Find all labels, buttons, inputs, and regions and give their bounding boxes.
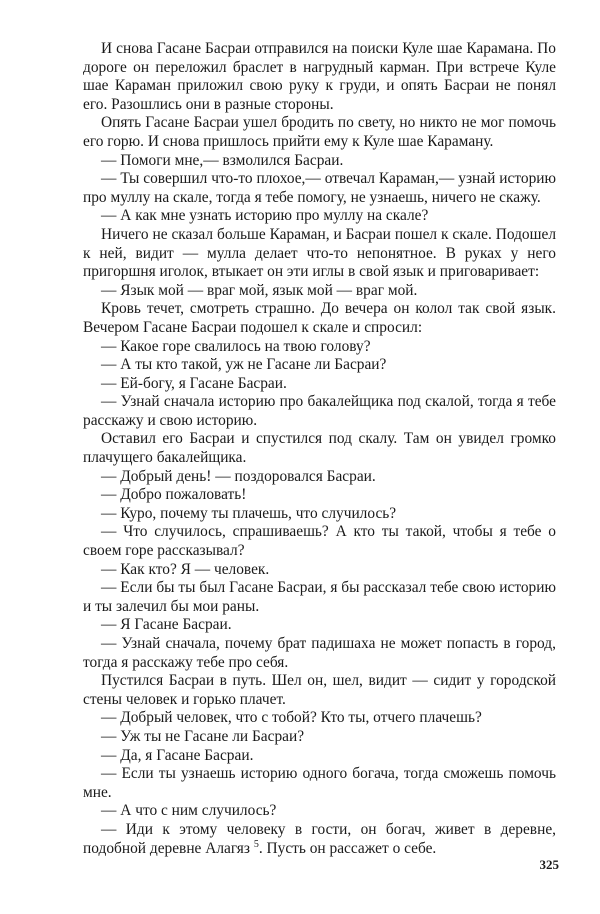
paragraph: Оставил его Басраи и спустился под скалу. Там он увидел громко плачущего бакалейщика.	[83, 430, 556, 467]
paragraph: И снова Гасане Басраи отправился на поиски Куле шае Карамана. По дороге он переложил браслет в нагрудный карман. При встрече Куле шае Караман приложил свою руку к груди, и опять Басраи не понял его. Разошлись они в разные стороны.	[83, 40, 556, 113]
dialogue-line: — Что случилось, спрашиваешь? А кто ты такой, чтобы я тебе о своем горе рассказывал?	[83, 523, 556, 560]
footnote-marker: 5	[253, 838, 259, 850]
dialogue-line-with-footnote	[83, 821, 556, 858]
dialogue-line: — Как кто? Я — человек.	[101, 560, 270, 578]
dialogue-line: — Я Гасане Басраи.	[101, 616, 232, 634]
page-number: 325	[539, 857, 559, 872]
dialogue-line: — А ты кто такой, уж не Гасане ли Басраи?	[101, 356, 387, 374]
dialogue-line: — Добро пожаловать!	[101, 486, 247, 504]
dialogue-line: — Добрый день! — поздоровался Басраи.	[101, 467, 376, 485]
line-tail: . Пусть он рассажет о себе.	[258, 839, 437, 857]
dialogue-line: — Если ты узнаешь историю одного богача, тогда сможешь помочь мне.	[83, 765, 556, 801]
paragraph: Ничего не сказал больше Караман, и Басраи пошел к скале. Подошел к ней, видит — мулла делает что-то непонятное. В руках у него пригоршня иголок, втыкает он эти иглы в свой язык и приговаривает:	[83, 225, 556, 281]
dialogue-line: — Если бы ты был Гасане Басраи, я бы рассказал тебе свою историю и ты залечил бы мои раны.	[83, 579, 556, 615]
paragraph: Пустился Басраи в путь. Шел он, шел, видит — сидит у городской стены человек и горько плачет.	[83, 672, 556, 708]
page-text	[83, 40, 556, 858]
dialogue-line: — Узнай сначала историю про бакалейщика под скалой, тогда я тебе расскажу и свою историю.	[83, 393, 556, 429]
paragraph: Кровь течет, смотреть страшно. До вечера он колол так свой язык. Вечером Гасане Басраи подошел к скале и спросил:	[83, 300, 556, 336]
dialogue-line: — Помоги мне,— взмолился Басраи.	[101, 151, 344, 169]
dialogue-line: — А что с ним случилось?	[101, 802, 277, 820]
line-text: — Иди к этому человеку в гости, он богач, живет в деревне, подобной деревне Алагяз	[83, 820, 556, 857]
dialogue-line: — Узнай сначала, почему брат падишаха не может попасть в город, тогда я расскажу тебе про себя.	[83, 635, 556, 671]
dialogue-line: — Какое горе свалилось на твою голову?	[101, 337, 371, 355]
dialogue-line: — А как мне узнать историю про муллу на скале?	[101, 207, 429, 225]
dialogue-line: — Уж ты не Гасане ли Басраи?	[101, 727, 305, 745]
dialogue-line: — Да, я Гасане Басраи.	[101, 746, 254, 764]
dialogue-line: — Ей-богу, я Гасане Басраи.	[101, 374, 287, 392]
paragraph: Опять Гасане Басраи ушел бродить по свету, но никто не мог помочь его горю. И снова пришлось прийти ему к Куле шае Караману.	[83, 114, 556, 150]
dialogue-line: — Куро, почему ты плачешь, что случилось?	[101, 504, 397, 522]
dialogue-line: — Добрый человек, что с тобой? Кто ты, отчего плачешь?	[101, 709, 482, 727]
dialogue-line: — Ты совершил что-то плохое,— отвечал Караман,— узнай историю про муллу на скале, тогда я тебе помогу, не узнаешь, ничего не скажу.	[83, 170, 556, 206]
dialogue-line: — Язык мой — враг мой, язык мой — враг мой.	[101, 281, 418, 299]
